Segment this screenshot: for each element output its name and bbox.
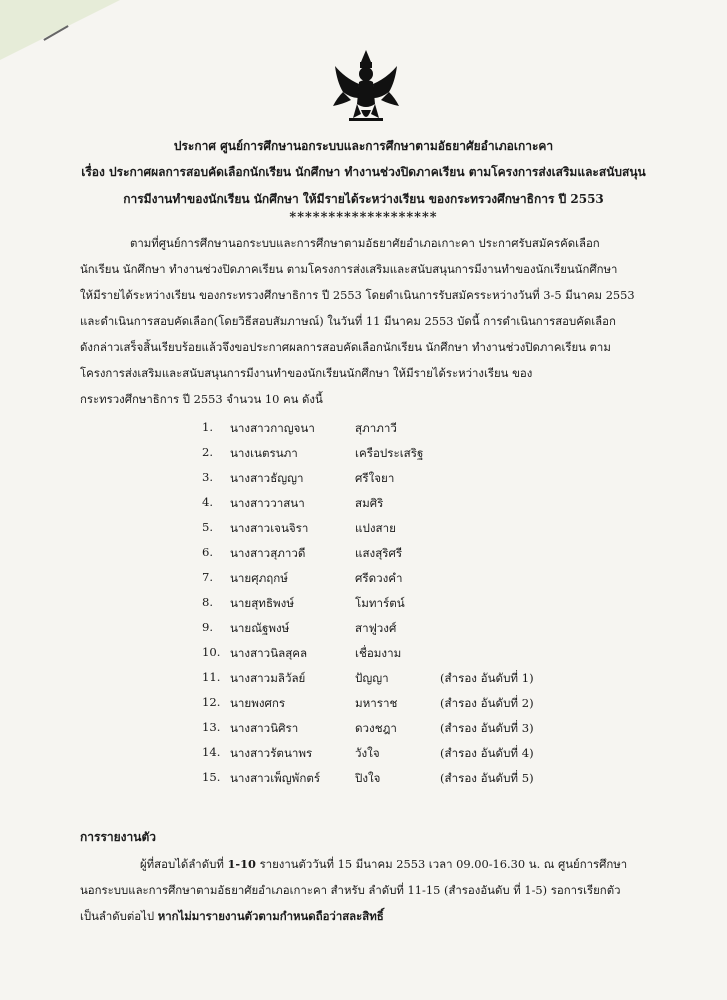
- body-line: ให้มีรายได้ระหว่างเรียน ของกระทรวงศึกษาธิการ ปี 2553 โดยดำเนินการรับสมัครระหว่างวันที่ 3-5 มีนาคม 2553: [80, 288, 635, 302]
- report-heading: การรายงานตัว: [80, 830, 156, 844]
- reserve-note: (สำรอง อันดับที่ 3): [440, 721, 534, 735]
- reserve-note: (สำรอง อันดับที่ 2): [440, 696, 534, 710]
- list-item: 15. นางสาวเพ็ญพักตร์ ปิงใจ (สำรอง อันดับที่ 5): [0, 770, 727, 790]
- list-item: 6. นางสาวสุภาวดี แสงสุริศรี: [202, 545, 403, 560]
- reserve-note: (สำรอง อันดับที่ 4): [440, 746, 534, 760]
- list-item: 7. นายศุภฤกษ์ ศรีดวงคำ: [202, 570, 403, 585]
- reserve-note: (สำรอง อันดับที่ 1): [440, 671, 534, 685]
- list-item: 10. นางสาวนิลสุคล เชื่อมงาม: [202, 645, 402, 660]
- star-divider: *******************: [289, 210, 438, 225]
- list-item: 1. นางสาวกาญจนา สุภาภาวี: [202, 420, 397, 435]
- list-item: 12. นายพงศกร มหาราช (สำรอง อันดับที่ 2): [0, 695, 727, 715]
- body-line: โครงการส่งเสริมและสนับสนุนการมีงานทำของนักเรียนนักศึกษา ให้มีรายได้ระหว่างเรียน ของ: [80, 366, 533, 380]
- forfeit-warning: หากไม่มารายงานตัวตามกำหนดถือว่าสละสิทธิ์: [157, 909, 384, 923]
- list-item: 4. นางสาววาสนา สมศิริ: [202, 495, 384, 510]
- list-item: 14. นางสาวรัตนาพร วังใจ (สำรอง อันดับที่ 4): [0, 745, 727, 765]
- list-item: 13. นางสาวนิศิรา ดวงชฎา (สำรอง อันดับที่ 3): [0, 720, 727, 740]
- list-item: 3. นางสาวธัญญา ศรีใจยา: [202, 470, 395, 485]
- body-line: ดังกล่าวเสร็จสิ้นเรียบร้อยแล้วจึงขอประกาศผลการสอบคัดเลือกนักเรียน นักศึกษา ทำงานช่วงปิดภาคเรียน ตาม: [80, 340, 611, 354]
- body-line: และดำเนินการสอบคัดเลือก(โดยวิธีสอบสัมภาษณ์) ในวันที่ 11 มีนาคม 2553 บัดนี้ การดำเนินการสอบคัดเลือก: [80, 314, 616, 328]
- list-item: 11. นางสาวมลิวัลย์ ปัญญา (สำรอง อันดับที่ 1): [0, 670, 727, 690]
- subject-line-continued: การมีงานทำของนักเรียน นักศึกษา ให้มีรายได้ระหว่างเรียน ของกระทรวงศึกษาธิการ ปี 2553: [123, 192, 604, 206]
- report-line: นอกระบบและการศึกษาตามอัธยาศัยอำเภอเกาะคา สำหรับ ลำดับที่ 11-15 (สำรองอันดับ ที่ 1-5) รอการเรียกตัว: [80, 883, 621, 897]
- body-line: ตามที่ศูนย์การศึกษานอกระบบและการศึกษาตามอัธยาศัยอำเภอเกาะคา ประกาศรับสมัครคัดเลือก: [130, 236, 600, 250]
- list-item: 5. นางสาวเจนจิรา แปงสาย: [202, 520, 396, 535]
- report-line: ผู้ที่สอบได้ลำดับที่ 1-10 รายงานตัววันที่ 15 มีนาคม 2553 เวลา 09.00-16.30 น. ณ ศูนย์การศึกษา: [140, 857, 628, 871]
- list-item: 9. นายณัฐพงษ์ สาฟูวงศ์: [202, 620, 397, 635]
- garuda-emblem-icon: [331, 48, 401, 126]
- report-line: เป็นลำดับต่อไป หากไม่มารายงานตัวตามกำหนดถือว่าสละสิทธิ์: [80, 909, 384, 923]
- reserve-note: (สำรอง อันดับที่ 5): [440, 771, 534, 785]
- announcement-title: ประกาศ ศูนย์การศึกษานอกระบบและการศึกษาตามอัธยาศัยอำเภอเกาะคา: [173, 139, 554, 153]
- list-item: 8. นายสุทธิพงษ์ โมทาร์ตน์: [202, 595, 405, 610]
- body-line: กระทรวงศึกษาธิการ ปี 2553 จำนวน 10 คน ดังนี้: [80, 392, 323, 406]
- subject-line: เรื่อง ประกาศผลการสอบคัดเลือกนักเรียน นักศึกษา ทำงานช่วงปิดภาคเรียน ตามโครงการส่งเสริมและสนับสนุน: [81, 165, 646, 179]
- list-item: 2. นางเนตรนภา เครือประเสริฐ: [202, 445, 424, 460]
- body-line: นักเรียน นักศึกษา ทำงานช่วงปิดภาคเรียน ตามโครงการส่งเสริมและสนับสนุนการมีงานทำของนักเรียนนักศึกษา: [80, 262, 618, 276]
